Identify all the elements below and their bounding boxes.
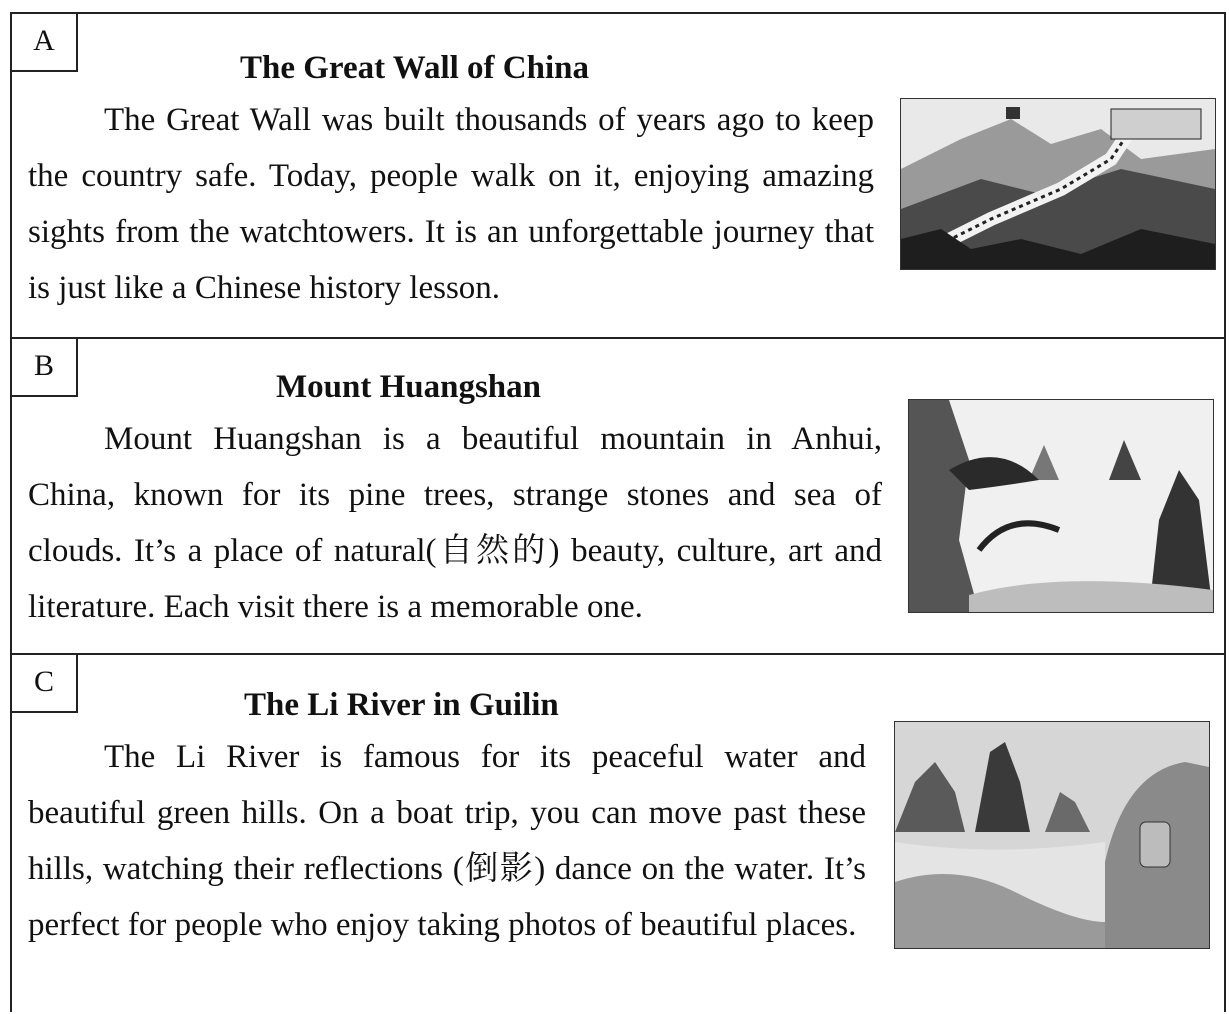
section-text: Mount Huangshan is a beautiful mountain in Anhui, China, known for its pine trees, strange stones and sea of clouds. It’s a place of natural(自然的) beauty, culture, art and literature. Each visit there is a memorable one. — [28, 421, 882, 625]
section-letter: A — [12, 14, 78, 72]
section-letter: C — [12, 655, 78, 713]
section-title: Mount Huangshan — [276, 369, 542, 405]
section-b — [12, 339, 1224, 655]
section-c — [12, 655, 1224, 1014]
section-text: The Great Wall was built thousands of years ago to keep the country safe. Today, people walk on it, enjoying amazing sights from the watchtowers. It is an unforgettable journey that is just like a Chinese history lesson. — [28, 102, 874, 306]
reading-passage-sheet — [10, 12, 1226, 1012]
mountain-pine-icon — [908, 399, 1214, 613]
section-letter: B — [12, 339, 78, 397]
section-title: The Great Wall of China — [240, 50, 589, 86]
section-text: The Li River is famous for its peaceful water and beautiful green hills. On a boat trip, you can move past these hills, watching their reflections (倒影) dance on the water. It’s perfect for people who enjoy taking photos of beautiful places. — [28, 739, 866, 943]
river-hills-icon — [894, 721, 1210, 949]
great-wall-icon — [900, 98, 1216, 270]
section-a — [12, 14, 1224, 339]
section-title: The Li River in Guilin — [244, 687, 559, 723]
